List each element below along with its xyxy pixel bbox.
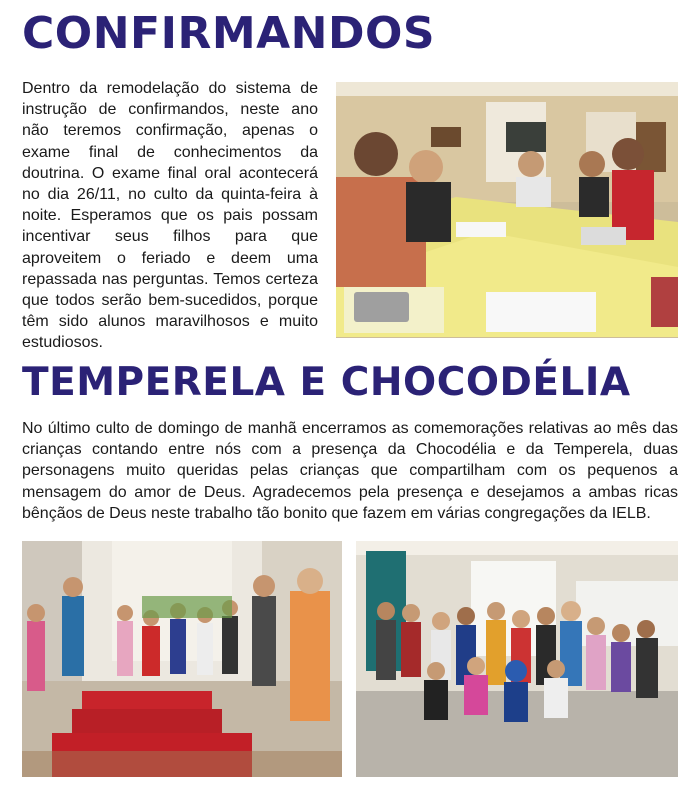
- photo-confirmandos-classroom: [336, 82, 678, 338]
- section-body-confirmandos: Dentro da remodelação do sistema de instrução de confirmandos, neste ano não teremos confirmação, apenas o exame final de conhecimentos da doutrina. O exame final oral acontecerá no dia 26/11, no culto da quinta-feira à noite. Esperamos que os pais possam incentivar seus filhos para que aproveitem o feriado e deem uma repassada nas perguntas. Temos certeza que todos serão bem-sucedidos, porque têm sido alunos maravilhosos e muito estudiosos.: [22, 80, 318, 352]
- section-heading-temperela-chocodelia: TEMPERELA E CHOCODÉLIA: [22, 360, 631, 405]
- photo-children-group-hall: [356, 541, 678, 777]
- section-body-temperela-chocodelia: No último culto de domingo de manhã encerramos as comemorações relativas ao mês das crianças contando entre nós com a presença da Chocodélia e da Temperela, duas personagens muito queridas pelas crianças que compartilham com os pequenos a mensagem do amor de Deus. Agradecemos pela presença e desejamos a ambas ricas bênçãos de Deus neste trabalho tão bonito que fazem em várias congregações da IELB.: [22, 420, 678, 522]
- photo-children-with-characters-church: [22, 541, 342, 777]
- section-heading-confirmandos: CONFIRMANDOS: [22, 8, 436, 59]
